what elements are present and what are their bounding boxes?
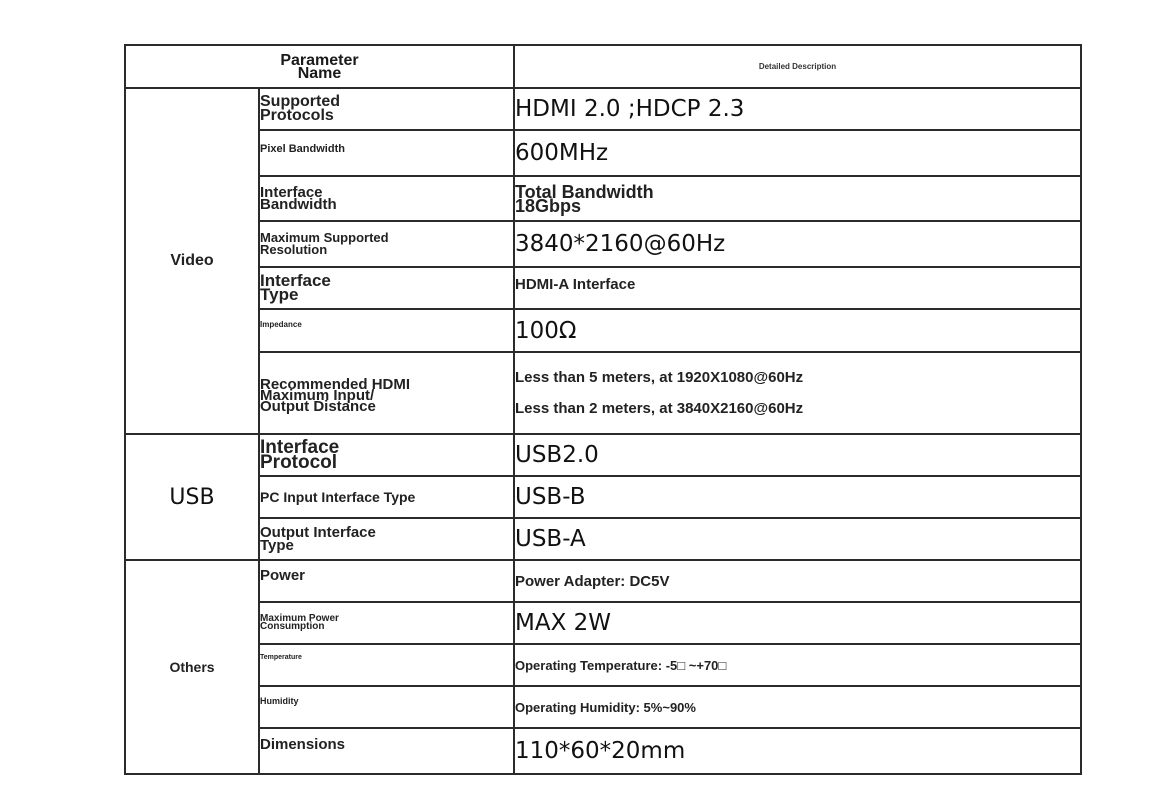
group-label-usb: USB [125, 434, 259, 560]
header-row [125, 45, 1081, 88]
table-row [125, 602, 1081, 644]
param-name: Maximum Supported Resolution [259, 221, 514, 267]
param-name: PC Input Interface Type [259, 476, 514, 518]
group-label-video: Video [125, 88, 259, 434]
table-row [125, 476, 1081, 518]
header-detailed-description: Detailed Description [514, 45, 1081, 88]
group-label-others: Others [125, 560, 259, 774]
param-name: Pixel Bandwidth [259, 130, 514, 176]
table-row [125, 267, 1081, 309]
param-description: Operating Temperature: -5□ ~+70□ [514, 644, 1081, 686]
param-name: Output Interface Type [259, 518, 514, 560]
param-description: USB2.0 [514, 434, 1081, 476]
param-name: Humidity [259, 686, 514, 728]
param-description [514, 352, 1081, 434]
param-name: Maximum Power Consumption [259, 602, 514, 644]
table-row [125, 686, 1081, 728]
table-row [125, 518, 1081, 560]
table-row [125, 221, 1081, 267]
table-row [125, 434, 1081, 476]
param-description: HDMI-A Interface [514, 267, 1081, 309]
table-row [125, 130, 1081, 176]
table-row [125, 309, 1081, 352]
param-description: Operating Humidity: 5%~90% [514, 686, 1081, 728]
table-row [125, 560, 1081, 602]
param-description: 600MHz [514, 130, 1081, 176]
table-row [125, 88, 1081, 130]
table-row [125, 176, 1081, 221]
param-name: Dimensions [259, 728, 514, 774]
param-name: Interface Bandwidth [259, 176, 514, 221]
param-name: Interface Protocol [259, 434, 514, 476]
param-description: USB-B [514, 476, 1081, 518]
param-name-text: Recommended HDMI Maximum Input/ Output Distance [260, 375, 411, 415]
param-name: Supported Protocols [259, 88, 514, 130]
description-line: Less than 5 meters, at 1920X1080@60Hz [515, 369, 804, 386]
param-name [259, 352, 514, 434]
param-description: 100Ω [514, 309, 1081, 352]
param-name: Impedance [259, 309, 514, 352]
param-name: Temperature [259, 644, 514, 686]
table-row [125, 352, 1081, 434]
param-description: Power Adapter: DC5V [514, 560, 1081, 602]
param-description: 3840*2160@60Hz [514, 221, 1081, 267]
specification-table [124, 44, 1082, 775]
param-description: HDMI 2.0 ;HDCP 2.3 [514, 88, 1081, 130]
param-description: MAX 2W [514, 602, 1081, 644]
header-parameter-name: Parameter Name [125, 45, 514, 88]
table-row [125, 644, 1081, 686]
param-description: USB-A [514, 518, 1081, 560]
param-name: Power [259, 560, 514, 602]
param-description: 110*60*20mm [514, 728, 1081, 774]
param-name: Interface Type [259, 267, 514, 309]
param-description: Total Bandwidth 18Gbps [514, 176, 1081, 221]
description-line: Less than 2 meters, at 3840X2160@60Hz [515, 400, 804, 417]
table-row [125, 728, 1081, 774]
